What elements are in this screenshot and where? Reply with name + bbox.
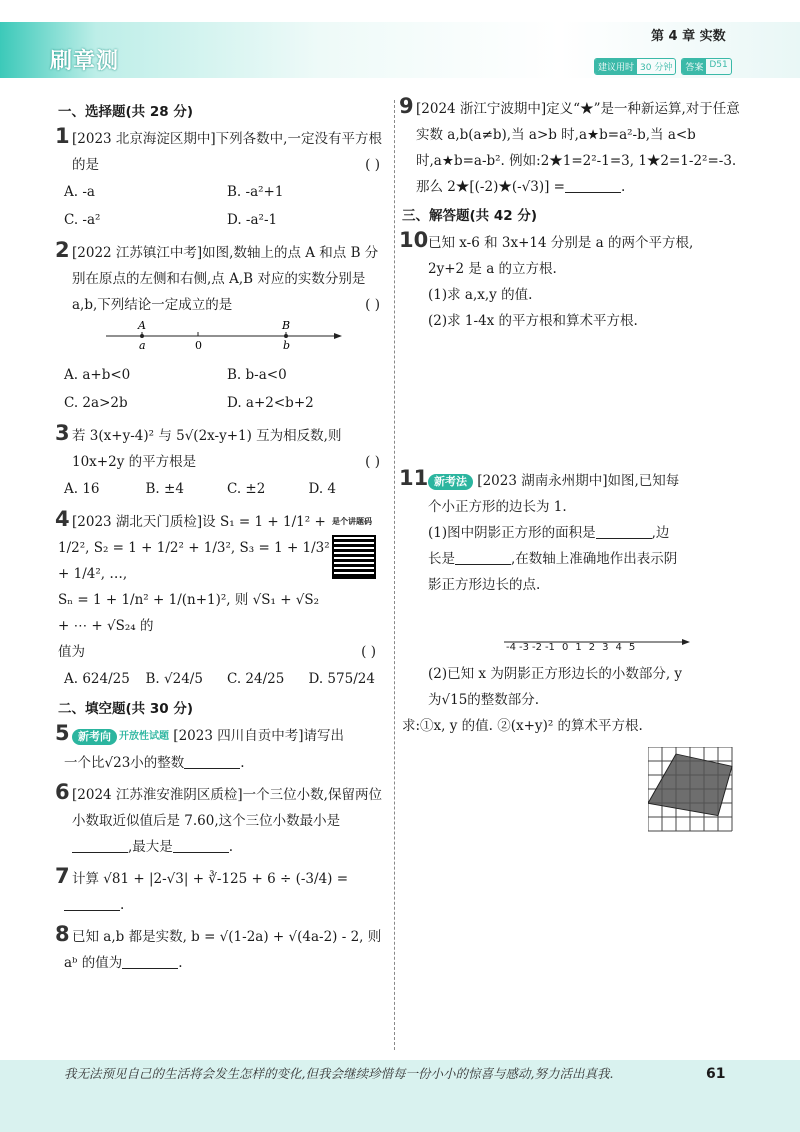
left-column — [55, 96, 390, 976]
question-number: 4 — [55, 507, 70, 531]
area-blank[interactable] — [596, 525, 652, 539]
question-text: 若 3(x+y-4)² 与 5√(2x-y+1) 互为相反数,则 10x+2y 的平方根是 — [72, 428, 342, 470]
question-number: 10 — [399, 228, 429, 252]
question-number: 3 — [55, 421, 70, 445]
question-line-4: 值为 — [58, 644, 85, 660]
a-label: a — [139, 339, 146, 352]
question-1 — [55, 124, 390, 234]
part-1-text: (1)图中阴影正方形的面积是 — [428, 525, 596, 541]
question-line-2: 一个比√23小的整数 — [64, 754, 185, 771]
tick-label: -3 — [518, 642, 529, 653]
tick-label: -2 — [531, 642, 542, 653]
question-text-mid: ,最大是 — [128, 838, 173, 855]
part-1-text-e: 影正方形边长的点. — [428, 577, 541, 593]
tick-label: 3 — [602, 642, 609, 653]
question-text: [2022 江苏镇江中考]如图,数轴上的点 A 和点 B 分别在原点的左侧和右侧,点 A,B 对应的实数分别是 a,b,下列结论一定成立的是 — [72, 245, 379, 313]
option-a: A. 624/25 — [64, 671, 130, 687]
question-number: 8 — [55, 921, 70, 946]
option-a: A. 16 — [64, 481, 100, 497]
tick-label: 1 — [575, 642, 582, 653]
question-2 — [55, 238, 390, 417]
option-c: C. ±2 — [227, 481, 266, 497]
part-1: (1)求 a,x,y 的值. — [428, 287, 533, 303]
option-a: A. a+b<0 — [64, 367, 131, 383]
section-heading-solve: 三、解答题(共 42 分) — [402, 208, 538, 224]
question-5: 5 新考向 开放性试题 [2023 四川自贡中考]请写出 一个比√23小的整数 . — [55, 721, 344, 771]
tick-label: 0 — [561, 642, 569, 653]
part-2: (2)求 1-4x 的平方根和算术平方根. — [428, 313, 638, 329]
tick-label: 2 — [588, 642, 596, 653]
question-number: 7 — [55, 863, 70, 888]
tick-label: -1 — [544, 642, 555, 653]
question-number: 9 — [399, 94, 414, 118]
question-7: 7 计算 √81 + |2-√3| + ∛-125 + 6 ÷ (-3/4) = . — [55, 863, 349, 913]
question-4 — [55, 507, 390, 693]
b-label: b — [283, 339, 291, 352]
part-1-text-c: 长是 — [428, 551, 455, 567]
option-d: D. a+2<b+2 — [227, 395, 314, 411]
tick-label: 5 — [628, 642, 636, 653]
question-line-2: 1/2², S₂ = 1 + 1/2² + 1/3², S₃ = 1 + 1/3² + 1/4², …, — [58, 540, 330, 582]
answer-blank[interactable] — [565, 179, 621, 193]
answer-space[interactable] — [402, 334, 742, 462]
question-number: 11 — [399, 466, 429, 490]
question-text: 计算 √81 + |2-√3| + ∛-125 + 6 ÷ (-3/4) = — [72, 870, 349, 887]
question-text: 已知 x-6 和 3x+14 分别是 a 的两个平方根, — [428, 235, 694, 251]
qr-code-icon — [332, 535, 376, 579]
question-8: 8 已知 a,b 都是实数, b = √(1-2a) + √(4a-2) - 2, 则 aᵇ 的值为 . — [55, 921, 382, 971]
chapter-title: 第 4 章 实数 — [651, 29, 726, 44]
answer-blank-max[interactable] — [173, 839, 229, 853]
question-line-2: 2y+2 是 a 的立方根. — [428, 261, 557, 277]
part-2-text: (2)已知 x 为阴影正方形边长的小数部分, y — [428, 666, 683, 682]
question-text: [2024 浙江宁波期中]定义“★”是一种新运算,对于任意实数 a,b(a≠b),当 a>b 时,a★b=a²-b,当 a<b 时,a★b=a-b². 例如:2★1=2²-1=3, 1★2=1-2²=-3. 那么 2★[(-2)★(-√3)] = — [416, 101, 740, 195]
point-A-label: A — [138, 319, 146, 332]
new-method-tag: 新考法 — [428, 474, 473, 490]
answer-badge: 答案 D51 — [681, 58, 731, 75]
question-text: [2023 四川自贡中考]请写出 — [173, 728, 344, 744]
question-text: [2023 湖南永州期中]如图,已知每 — [477, 473, 680, 489]
question-10 — [399, 228, 742, 334]
question-text: 已知 a,b 都是实数, b = √(1-2a) + √(4a-2) - 2, 则 — [72, 928, 382, 945]
question-text: [2024 江苏淮安淮阴区质检]一个三位小数,保留两位小数取近似值后是 7.60,这个三位小数最小是 — [72, 786, 382, 829]
question-number: 6 — [55, 779, 70, 804]
options — [58, 475, 390, 503]
question-line-2: aᵇ 的值为 — [64, 954, 123, 971]
question-number: 5 — [55, 721, 70, 745]
zero-label: 0 — [195, 339, 202, 352]
section-heading-fill: 二、填空题(共 30 分) — [58, 701, 194, 717]
section-logo: 刷章测 — [50, 49, 120, 74]
answer-paren: ( ) — [365, 454, 380, 470]
option-d: D. 575/24 — [308, 671, 375, 687]
tick-label: -4 — [506, 642, 516, 653]
option-d: D. -a²-1 — [227, 212, 278, 228]
answer-blank[interactable] — [184, 755, 240, 769]
part-1-text-b: ,边 — [651, 525, 670, 541]
qr-label: 是个讲题码 — [332, 517, 372, 526]
side-blank[interactable] — [455, 551, 511, 565]
option-b: B. -a²+1 — [227, 184, 284, 200]
question-number: 1 — [55, 124, 70, 148]
section-heading-choice: 一、选择题(共 28 分) — [58, 104, 194, 120]
option-c: C. -a² — [64, 212, 101, 228]
answer-blank-min[interactable] — [72, 839, 128, 853]
option-a: A. -a — [64, 184, 95, 200]
answer-paren: ( ) — [365, 297, 380, 313]
question-line-3: Sₙ = 1 + 1/n² + 1/(n+1)², 则 √S₁ + √S₂ + ⋯ + √S₂₄ 的 — [58, 592, 320, 634]
footer-quote: 我无法预见自己的生活将会发生怎样的变化,但我会继续珍惜每一份小小的惊喜与感动,努力活出真我. — [64, 1066, 614, 1081]
option-d: D. 4 — [308, 481, 337, 497]
question-line-2: 个小正方形的边长为 1. — [428, 499, 567, 515]
number-line-figure — [106, 318, 346, 352]
tick-label: 4 — [615, 642, 622, 653]
option-b: B. b-a<0 — [227, 367, 287, 383]
open-question-tag: 开放性试题 — [119, 730, 169, 742]
answer-blank[interactable] — [64, 897, 120, 911]
option-b: B. √24/5 — [145, 671, 203, 687]
options — [58, 178, 390, 234]
question-6: 6 [2024 江苏淮安淮阴区质检]一个三位小数,保留两位小数取近似值后是 7.60,这个三位小数最小是,最大是 . — [55, 779, 382, 855]
options — [58, 665, 390, 693]
shaded-square-grid-figure — [648, 747, 738, 837]
point-B-label: B — [282, 319, 291, 332]
options — [58, 361, 390, 417]
question-number: 2 — [55, 238, 70, 262]
right-column — [399, 94, 742, 846]
column-divider — [394, 100, 395, 1050]
part-2-text-c: 求:①x, y 的值. ②(x+y)² 的算术平方根. — [402, 718, 643, 734]
answer-blank[interactable] — [122, 955, 178, 969]
question-9: 9 [2024 浙江宁波期中]定义“★”是一种新运算,对于任意实数 a,b(a≠b),当 a>b 时,a★b=a²-b,当 a<b 时,a★b=a-b². 例如:2★1=2²-1=3, 1★2=1-2²=-3. 那么 2★[(-2)★(-√3)] = . — [399, 94, 740, 195]
time-badges — [594, 58, 732, 75]
question-text: [2023 北京海淀区期中]下列各数中,一定没有平方根的是 — [72, 131, 382, 173]
page-number: 61 — [706, 1066, 726, 1082]
answer-paren: ( ) — [361, 644, 376, 660]
question-line-1: [2023 湖北天门质检]设 S₁ = 1 + 1/1² + — [72, 514, 326, 530]
new-direction-tag: 新考向 — [72, 729, 117, 745]
question-11 — [399, 466, 742, 846]
option-c: C. 2a>2b — [64, 395, 128, 411]
answer-paren: ( ) — [365, 157, 380, 173]
suggested-time-badge: 建议用时 30 分钟 — [594, 58, 676, 75]
part-2-text-b: 为√15的整数部分. — [428, 692, 540, 708]
option-c: C. 24/25 — [227, 671, 285, 687]
qr-code[interactable] — [332, 509, 382, 579]
question-3 — [55, 421, 390, 503]
option-b: B. ±4 — [145, 481, 184, 497]
part-1-text-d: ,在数轴上准确地作出表示阴 — [511, 551, 678, 567]
